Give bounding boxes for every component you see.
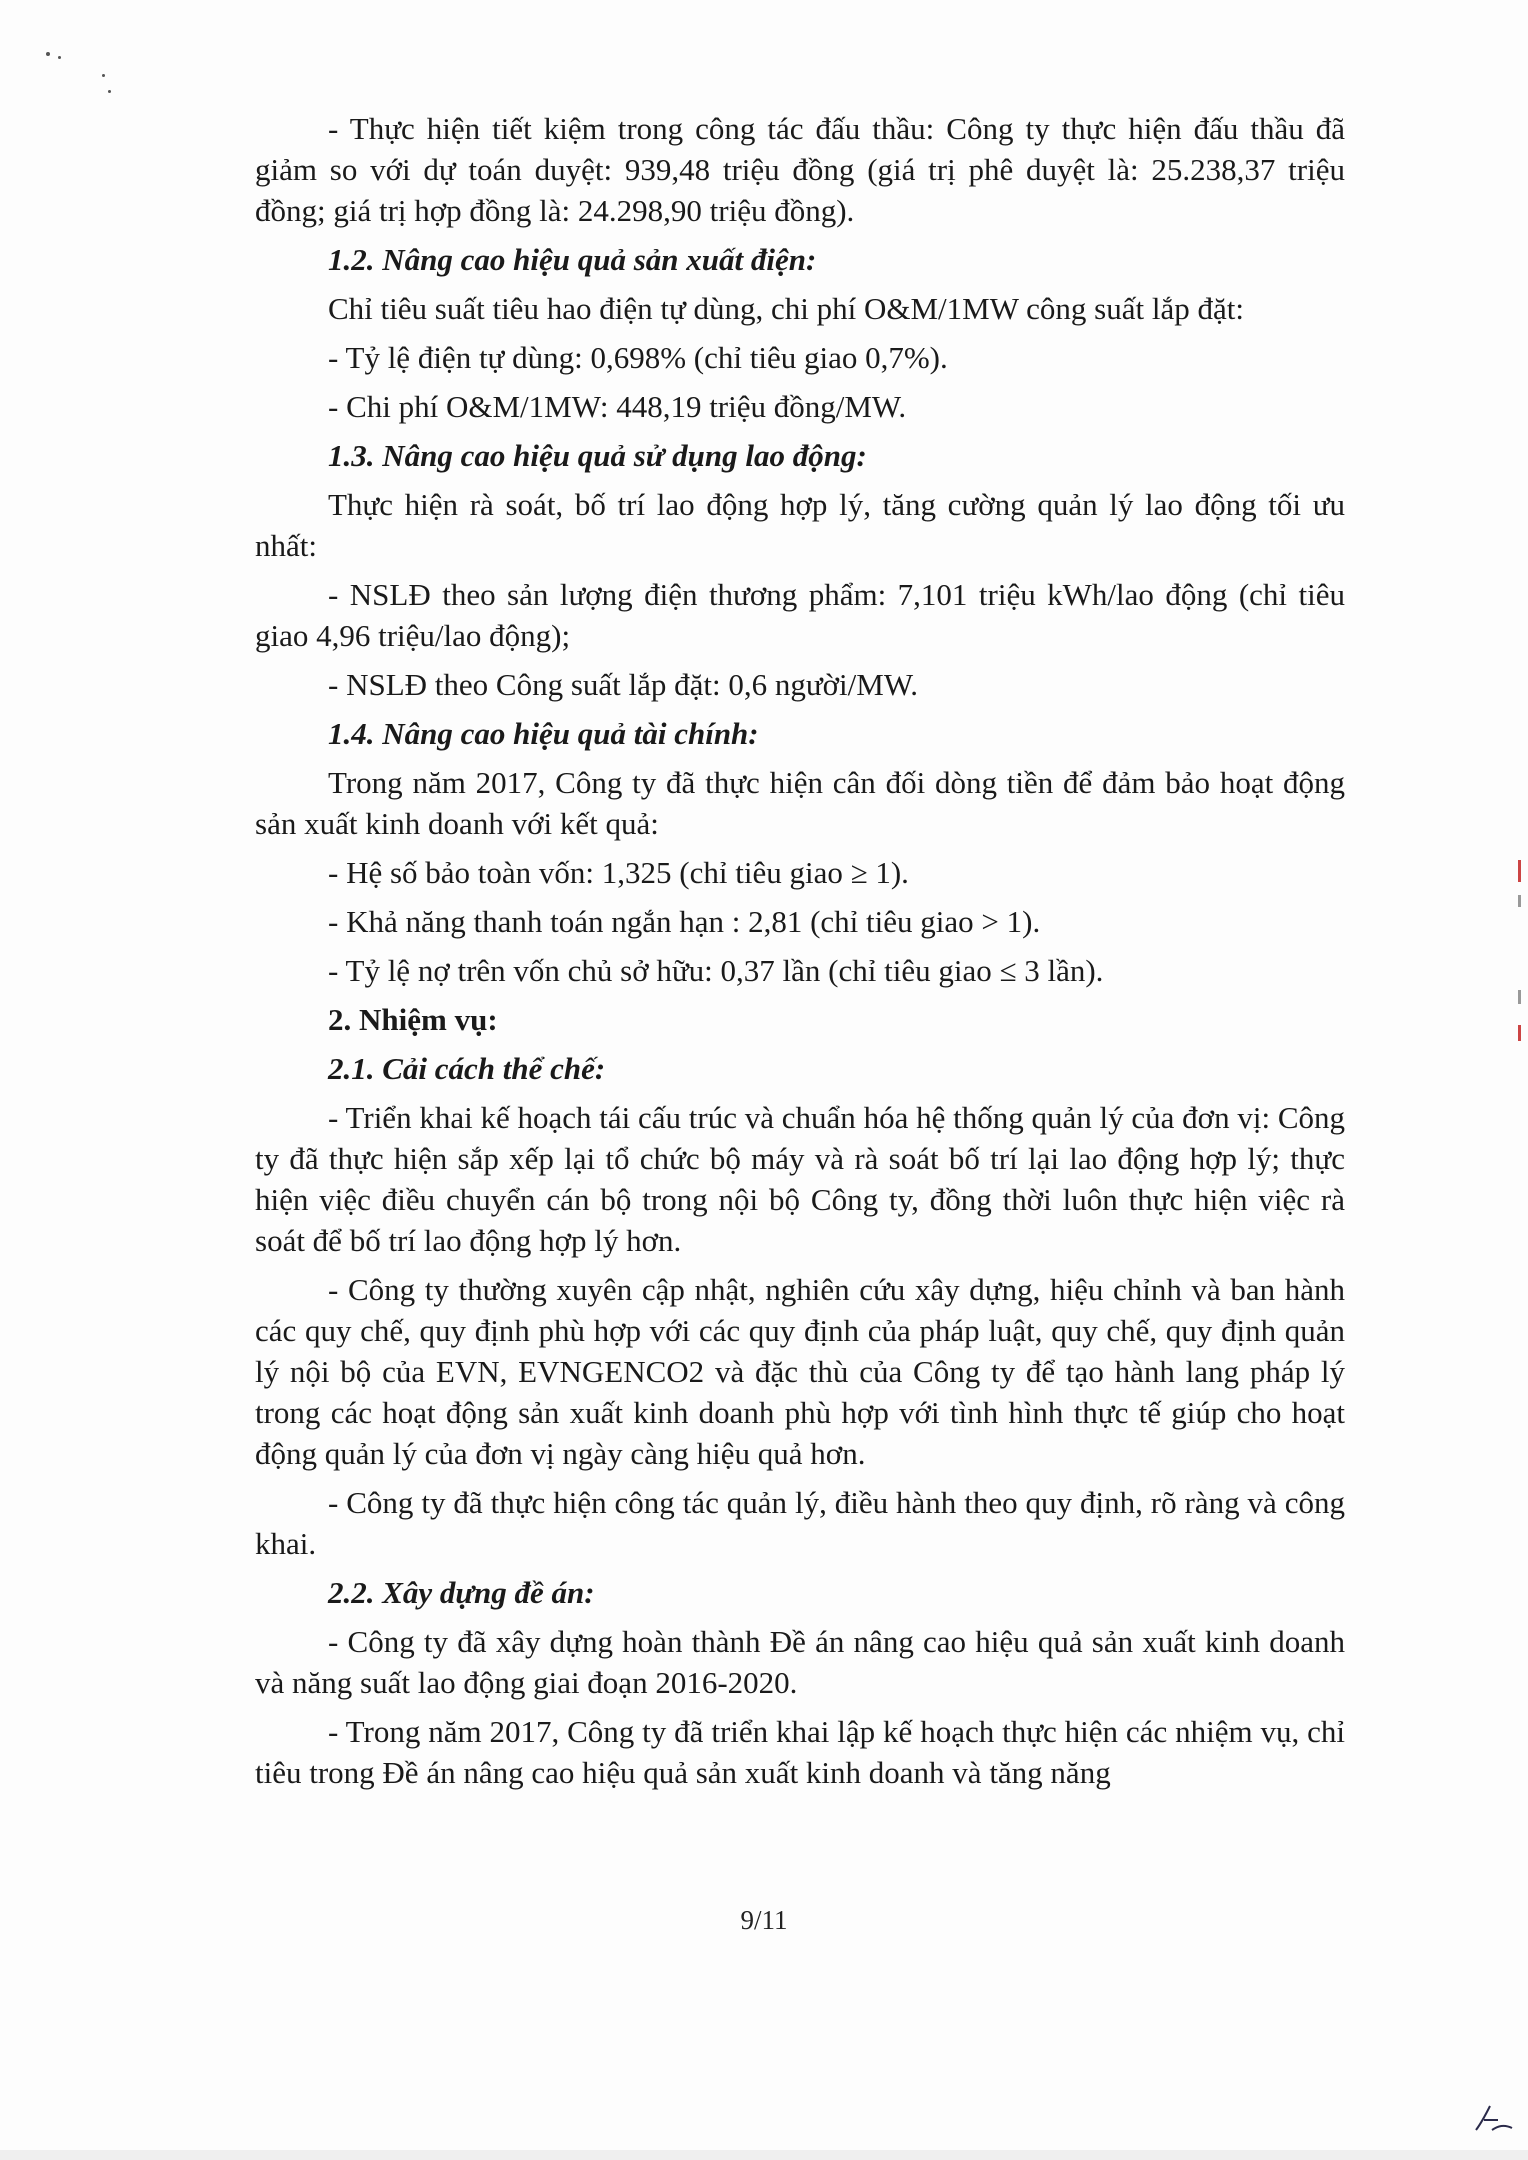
scan-speck [46, 52, 50, 56]
scan-speck [108, 90, 111, 93]
section-heading: 1.2. Nâng cao hiệu quả sản xuất điện: [328, 242, 817, 277]
initials-mark-icon [1468, 2100, 1518, 2140]
section-heading: 2. Nhiệm vụ: [328, 1002, 498, 1037]
paragraph: - Công ty đã thực hiện công tác quản lý, điều hành theo quy định, rõ ràng và công khai. [255, 1485, 1345, 1561]
bullet-item: - Tỷ lệ nợ trên vốn chủ sở hữu: 0,37 lần (chỉ tiêu giao ≤ 3 lần). [328, 953, 1104, 988]
bullet-item: - Tỷ lệ điện tự dùng: 0,698% (chỉ tiêu giao 0,7%). [328, 340, 948, 375]
margin-mark [1518, 990, 1521, 1004]
bullet-item: - Hệ số bảo toàn vốn: 1,325 (chỉ tiêu giao ≥ 1). [328, 855, 909, 890]
scan-speck [58, 56, 61, 59]
paragraph: - Công ty đã xây dựng hoàn thành Đề án nâng cao hiệu quả sản xuất kinh doanh và năng suất lao động giai đoạn 2016-2020. [255, 1624, 1345, 1700]
margin-mark [1518, 895, 1521, 907]
page-number: 9/11 [740, 1905, 788, 1935]
subsection-heading: 2.1. Cải cách thể chế: [328, 1051, 606, 1086]
paragraph: Trong năm 2017, Công ty đã thực hiện cân đối dòng tiền để đảm bảo hoạt động sản xuất kinh doanh với kết quả: [255, 765, 1345, 841]
section-heading: 1.4. Nâng cao hiệu quả tài chính: [328, 716, 759, 751]
subsection-heading: 2.2. Xây dựng đề án: [328, 1575, 595, 1610]
bullet-item: - Chi phí O&M/1MW: 448,19 triệu đồng/MW. [328, 389, 907, 424]
paragraph: Thực hiện rà soát, bố trí lao động hợp lý, tăng cường quản lý lao động tối ưu nhất: [255, 487, 1345, 563]
bullet-item: - NSLĐ theo sản lượng điện thương phẩm: 7,101 triệu kWh/lao động (chỉ tiêu giao 4,96 triệu/lao động); [255, 577, 1345, 653]
section-heading: 1.3. Nâng cao hiệu quả sử dụng lao động: [328, 438, 867, 473]
paragraph: - Trong năm 2017, Công ty đã triển khai lập kế hoạch thực hiện các nhiệm vụ, chỉ tiêu trong Đề án nâng cao hiệu quả sản xuất kinh doanh và tăng năng [255, 1714, 1345, 1790]
paragraph: - Thực hiện tiết kiệm trong công tác đấu thầu: Công ty thực hiện đấu thầu đã giảm so với dự toán duyệt: 939,48 triệu đồng (giá trị phê duyệt là: 25.238,37 triệu đồng; giá trị hợp đồng là: 24.298,90 triệu đồng). [255, 111, 1345, 228]
scan-speck [102, 74, 105, 77]
document-body [255, 108, 1345, 1801]
paragraph: - Công ty thường xuyên cập nhật, nghiên cứu xây dựng, hiệu chỉnh và ban hành các quy chế, quy định phù hợp với các quy định của pháp luật, quy chế, quy định quản lý nội bộ của EVN, EVNGENCO2 và đặc thù của Công ty để tạo hành lang pháp lý trong các hoạt động sản xuất kinh doanh phù hợp với tình hình thực tế giúp cho hoạt động quản lý của đơn vị ngày càng hiệu quả hơn. [255, 1272, 1345, 1471]
scan-bottom-edge [0, 2150, 1528, 2160]
paragraph: Chỉ tiêu suất tiêu hao điện tự dùng, chi phí O&M/1MW công suất lắp đặt: [328, 291, 1244, 326]
bullet-item: - NSLĐ theo Công suất lắp đặt: 0,6 người/MW. [328, 667, 919, 702]
paragraph: - Triển khai kế hoạch tái cấu trúc và chuẩn hóa hệ thống quản lý của đơn vị: Công ty đã thực hiện sắp xếp lại tổ chức bộ máy và rà soát bố trí lại lao động hợp lý; thực hiện việc điều chuyển cán bộ trong nội bộ Công ty, đồng thời luôn thực hiện việc rà soát để bố trí lao động hợp lý hơn. [255, 1100, 1345, 1258]
margin-mark [1518, 1025, 1521, 1041]
bullet-item: - Khả năng thanh toán ngắn hạn : 2,81 (chỉ tiêu giao > 1). [328, 904, 1041, 939]
margin-mark [1518, 860, 1521, 882]
